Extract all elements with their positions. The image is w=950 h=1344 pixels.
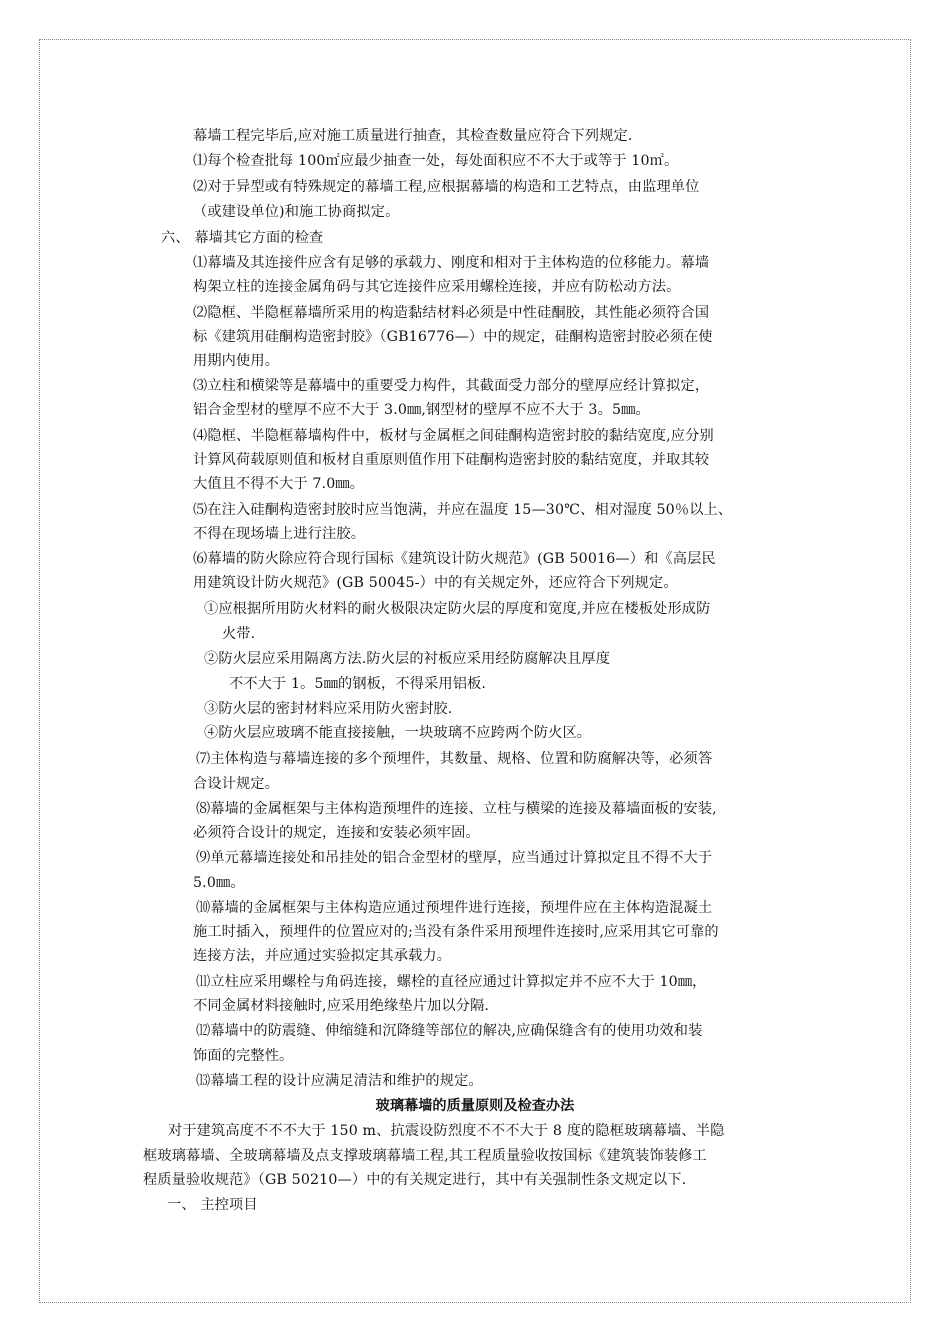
list-item-continuation: 用建筑设计防火规范》(GB 50045-）中的有关规定外，还应符合下列规定。 [193,575,678,591]
list-item-continuation: 饰面的完整性。 [193,1048,294,1064]
paragraph-intro: 幕墙工程完毕后,应对施工质量进行抽查，其检查数量应符合下列规定. [193,128,633,144]
paragraph-line: 对于建筑高度不不不大于 150 m、抗震设防烈度不不不大于 8 度的隐框玻璃幕墙、半隐 [168,1123,725,1139]
list-item: ⑿幕墙中的防震缝、伸缩缝和沉降缝等部位的解决,应确保缝含有的使用功效和装 [196,1023,703,1039]
list-item-continuation: 大值且不得不大于 7.0㎜。 [193,476,365,492]
list-item: ⑾立柱应采用螺栓与角码连接，螺栓的直径应通过计算拟定并不应不大于 10㎜， [196,974,707,990]
fire-sub-item-continuation: 火带. [222,626,256,642]
list-item: ⒀幕墙工程的设计应满足清洁和维护的规定。 [196,1073,483,1089]
list-item-continuation: 连接方法，并应通过实验拟定其承载力。 [193,948,452,964]
list-item: ⑶立柱和横梁等是幕墙中的重要受力构件，其截面受力部分的壁厚应经计算拟定， [193,378,710,394]
list-item-continuation: 不得在现场墙上进行注胶。 [193,526,366,542]
list-item-continuation: 必须符合设计的规定，连接和安装必须牢固。 [193,825,480,841]
list-item: ⑴每个检查批每 100㎡应最少抽查一处，每处面积应不不大于或等于 10㎡。 [193,153,679,169]
fire-sub-item: ③防火层的密封材料应采用防火密封胶. [204,701,453,717]
list-item: ⑼单元幕墙连接处和吊挂处的铝合金型材的壁厚，应当通过计算拟定且不得不大于 [196,850,713,866]
sub-heading: 一、 主控项目 [167,1197,258,1213]
fire-sub-item: ②防火层应采用隔离方法.防火层的衬板应采用经防腐解决且厚度 [204,651,611,667]
list-item-continuation: 铝合金型材的壁厚不应不大于 3.0㎜,钢型材的壁厚不应不大于 3。5㎜。 [193,402,650,418]
list-item: ⑽幕墙的金属框架与主体构造应通过预埋件进行连接，预埋件应在主体构造混凝土 [196,900,713,916]
list-item: ⑵对于异型或有特殊规定的幕墙工程,应根据幕墙的构造和工艺特点，由监理单位 [193,179,700,195]
list-item: ⑵隐框、半隐框幕墙所采用的构造黏结材料必须是中性硅酮胶，其性能必须符合国 [193,305,710,321]
list-item: ⑷隐框、半隐框幕墙构件中，板材与金属框之间硅酮构造密封胶的黏结宽度,应分别 [193,428,714,444]
list-item-continuation: 合设计规定。 [193,776,280,792]
section-title: 玻璃幕墙的质量原则及检查办法 [375,1098,575,1114]
list-item-continuation: 5.0㎜。 [193,875,245,891]
list-item-continuation: 施工时插入，预埋件的位置应对的;当没有条件采用预埋件连接时,应采用其它可靠的 [193,924,719,940]
list-item: ⑺主体构造与幕墙连接的多个预埋件，其数量、规格、位置和防腐解决等，必须答 [196,751,713,767]
list-item-continuation: 不同金属材料接触时,应采用绝缘垫片加以分隔. [193,998,490,1014]
list-item: ⑴幕墙及其连接件应含有足够的承载力、刚度和相对于主体构造的位移能力。幕墙 [193,255,710,271]
list-item: ⑻幕墙的金属框架与主体构造预埋件的连接、立柱与横梁的连接及幕墙面板的安装, [196,801,717,817]
paragraph-line: 框玻璃幕墙、全玻璃幕墙及点支撑玻璃幕墙工程,其工程质量验收按国标《建筑装饰装修工 [143,1148,707,1164]
list-item-continuation: 用期内使用。 [193,353,280,369]
list-item-continuation: 标《建筑用硅酮构造密封胶》（GB16776—）中的规定，硅酮构造密封胶必须在使 [193,329,713,345]
fire-sub-item-continuation: 不不大于 1。5㎜的钢板，不得采用铝板. [229,676,487,692]
list-item-continuation: （或建设单位)和施工协商拟定。 [193,204,400,220]
paragraph-line: 程质量验收规范》（GB 50210—）中的有关规定进行，其中有关强制性条文规定以下. [143,1172,687,1188]
fire-sub-item: ④防火层应玻璃不能直接接触，一块玻璃不应跨两个防火区。 [204,725,592,741]
list-item: ⑸在注入硅酮构造密封胶时应当饱满，并应在温度 15—30℃、相对湿度 50％以上、 [193,502,733,518]
list-item: ⑹幕墙的防火除应符合现行国标《建筑设计防火规范》(GB 50016—）和《高层民 [193,551,716,567]
list-item-continuation: 构架立柱的连接金属角码与其它连接件应采用螺栓连接，并应有防松动方法。 [193,279,681,295]
fire-sub-item: ①应根据所用防火材料的耐火极限决定防火层的厚度和宽度,并应在楼板处形成防 [204,601,711,617]
section-heading: 六、 幕墙其它方面的检查 [161,230,324,246]
list-item-continuation: 计算风荷载原则值和板材自重原则值作用下硅酮构造密封胶的黏结宽度，并取其较 [193,452,710,468]
